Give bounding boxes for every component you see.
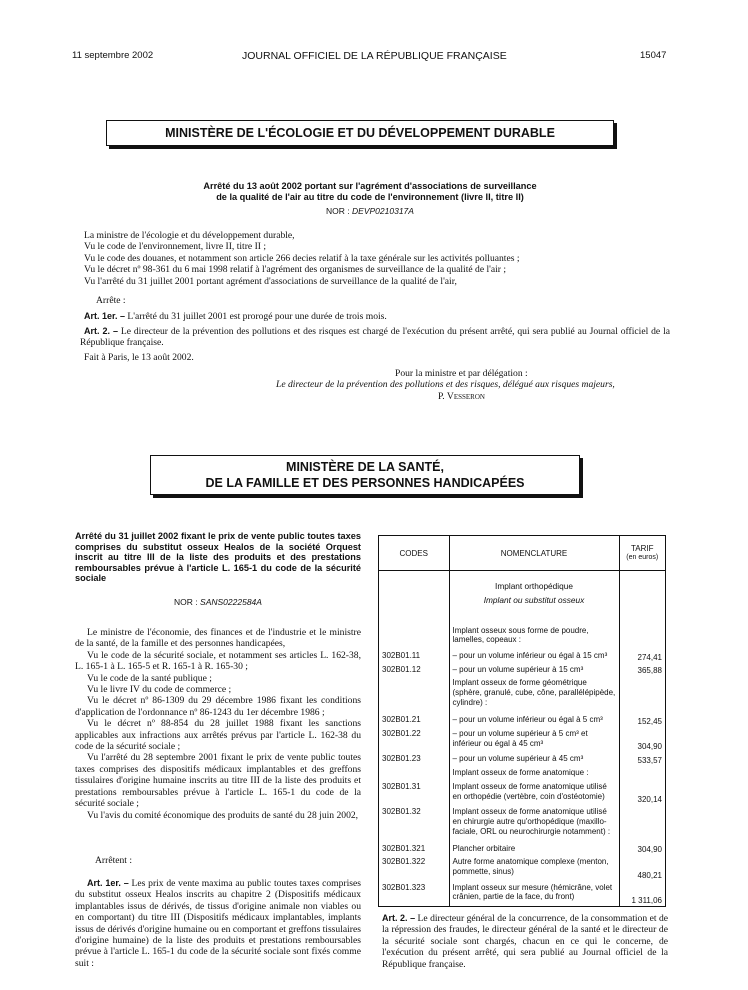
tariff-table (379, 536, 665, 906)
ministry-line1: MINISTÈRE DE LA SANTÉ, (286, 460, 444, 474)
visa-paragraph: Vu le code de la santé publique ; (87, 672, 212, 684)
row-nomenclature (449, 676, 619, 713)
visa-paragraph: Vu le code de la sécurité sociale, et notamment ses articles L. 162-38, L. 165-1 à L. 165-5 et R. 165-1 à R. 165-30 ; (75, 649, 361, 673)
table-row (379, 624, 665, 649)
table-row (379, 842, 665, 856)
arrete-title (80, 181, 660, 203)
ministry-title-sante (150, 455, 580, 495)
table-row (379, 855, 665, 880)
article-2-text: Le directeur de la prévention des pollutions et des risques est chargé de l'exécution du présent arrêté, qui sera publié au Journal officiel de la République française. (80, 326, 670, 349)
ministry-line2: DE LA FAMILLE ET DES PERSONNES HANDICAPÉES (205, 476, 525, 490)
arretent-label: Arrêtent : (95, 855, 133, 866)
row-nomenclature (449, 649, 619, 663)
article-2-2-text: Le directeur général de la concurrence, de la consommation et de la répression des fraudes, le directeur général de la santé et le directeur de la sécurité sociale sont chargés, chacun en ce qui le concerne, de l'exécution du présent arrêté, qui sera publié au Journal officiel de la République française. (382, 913, 669, 970)
row-nomenclature (449, 752, 619, 766)
article-2-1 (75, 878, 361, 969)
header-page: 15047 (640, 50, 667, 61)
article-1-label: Art. 1er. – (84, 311, 126, 321)
row-text: Implant osseux de forme anatomique utilisé en chirurgie autre qu'orthopédique (maxillo-faciale, ORL ou neurochirurgie notamment) : (452, 806, 611, 836)
row-nomenclature (449, 881, 619, 906)
row-text: – pour un volume supérieur à 15 cm³ (452, 664, 584, 674)
ministry-title-ecologie: MINISTÈRE DE L'ÉCOLOGIE ET DU DÉVELOPPEMENT DURABLE (106, 120, 614, 146)
col-header-tarif (619, 536, 665, 571)
row-price: 533,57 (619, 752, 665, 766)
table-row (379, 805, 665, 842)
fait-a-paris: Fait à Paris, le 13 août 2002. (84, 352, 194, 363)
row-price (619, 805, 665, 842)
header-journal: JOURNAL OFFICIEL DE LA RÉPUBLIQUE FRANÇAISE (242, 50, 507, 62)
tarif-label: TARIF (630, 544, 654, 553)
article-2-1-label: Art. 1er. – (87, 878, 129, 888)
row-code: 302B01.322 (379, 855, 449, 880)
row-code: 302B01.11 (379, 649, 449, 663)
table-row (379, 676, 665, 713)
row-text: Autre forme anatomique complexe (menton, pommette, sinus) (452, 857, 609, 877)
row-code: 302B01.323 (379, 881, 449, 906)
article-1 (80, 311, 670, 322)
table-row (379, 663, 665, 677)
visa-line: Vu l'arrêté du 31 juillet 2001 portant agrément d'associations de surveillance de la qualité de l'air, (84, 275, 457, 287)
row-price: 274,41 (619, 649, 665, 663)
row-code: 302B01.321 (379, 842, 449, 856)
nor-code: DEVP0210317A (352, 206, 414, 216)
table-row (379, 881, 665, 906)
table-row (379, 752, 665, 766)
row-code (379, 766, 449, 780)
row-text: – pour un volume supérieur à 5 cm³ et inférieur ou égal à 45 cm³ (452, 728, 588, 748)
row-text: Plancher orbitaire (452, 843, 516, 853)
row-price: 320,14 (619, 780, 665, 805)
row-text: – pour un volume inférieur ou égal à 15 cm³ (452, 650, 608, 660)
row-nomenclature (449, 766, 619, 780)
table-row (379, 780, 665, 805)
arrete-title-line1: Arrêté du 13 août 2002 portant sur l'agrément d'associations de surveillance (203, 181, 537, 191)
table-heading (449, 571, 619, 624)
nor-line (80, 206, 660, 216)
row-code: 302B01.32 (379, 805, 449, 842)
row-code: 302B01.21 (379, 713, 449, 727)
table-heading-2: Implant ou substitut osseux (483, 595, 585, 605)
visa-line: La ministre de l'écologie et du développement durable, (84, 230, 295, 241)
row-price (619, 676, 665, 713)
article-2-label: Art. 2. – (84, 326, 118, 336)
row-text: – pour un volume supérieur à 45 cm³ (452, 754, 584, 764)
article-2 (80, 326, 670, 349)
row-code: 302B01.22 (379, 727, 449, 752)
nor-code: SANS0222584A (200, 597, 262, 607)
row-price: 480,21 (619, 855, 665, 880)
visa-line: Vu le code des douanes, et notamment son article 266 decies relatif à la taxe générale sur les activités polluantes ; (84, 252, 520, 264)
nor-label: NOR : (174, 597, 201, 607)
table-row (379, 727, 665, 752)
arrete-title-line2: de la qualité de l'air au titre du code de l'environnement (livre II, titre II) (216, 192, 524, 202)
row-text: – pour un volume inférieur ou égal à 5 cm³ (452, 715, 603, 725)
row-nomenclature (449, 624, 619, 649)
row-nomenclature (449, 805, 619, 842)
visa-line: Vu le décret nº 98-361 du 6 mai 1998 relatif à l'agrément des organismes de surveillance de la qualité de l'air ; (84, 264, 507, 276)
row-price: 304,90 (619, 727, 665, 752)
visa-paragraph: Vu le décret nº 86-1309 du 29 décembre 1986 fixant les conditions d'application de l'ordonnance nº 86-1243 du 1er décembre 1986 ; (75, 695, 361, 718)
visa-paragraph: Vu l'avis du comité économique des produits de santé du 28 juin 2002, (87, 809, 359, 821)
header-date: 11 septembre 2002 (72, 50, 154, 61)
row-code: 302B01.12 (379, 663, 449, 677)
row-price (619, 766, 665, 780)
arrete-2-title: Arrêté du 31 juillet 2002 fixant le prix de vente public toutes taxes comprises du substitut osseux Healos de la société Orquest inscrit au titre III de la liste des produits et des prestations remboursables prévue à l'article L. 165-1 du code de la sécurité sociale (75, 531, 361, 584)
row-price: 365,88 (619, 663, 665, 677)
row-price (619, 624, 665, 649)
visa-line: Vu le code de l'environnement, livre II, titre II ; (84, 241, 267, 253)
table-heading-1: Implant orthopédique (495, 581, 573, 591)
table-row (379, 713, 665, 727)
visa-paragraph: Le ministre de l'économie, des finances et de l'industrie et le ministre de la santé, de la famille et des personnes handicapées, (75, 627, 361, 650)
row-nomenclature (449, 780, 619, 805)
signature-line2: Le directeur de la prévention des pollutions et des risques, délégué aux risques majeurs, (276, 379, 615, 390)
visas-block-2 (75, 627, 361, 821)
col-header-nomenclature: NOMENCLATURE (449, 536, 619, 571)
signature-name: P. Vesseron (438, 391, 485, 402)
nor-line-2 (75, 597, 361, 607)
visa-paragraph: Vu l'arrêté du 28 septembre 2001 fixant le prix de vente public toutes taxes comprises des dispositifs médicaux implantables et des greffons tissulaires d'origine humaine inscrits au titre III de la liste des produits et prestations remboursables prévue à l'article L. 165-1 du code de la sécurité sociale ; (75, 752, 361, 810)
table-row (379, 766, 665, 780)
row-text: Implant osseux sur mesure (hémicrâne, volet crânien, partie de la face, du front) (452, 882, 613, 902)
row-code (379, 676, 449, 713)
tarif-unit: (en euros) (626, 554, 659, 561)
row-price: 152,45 (619, 713, 665, 727)
row-nomenclature (449, 663, 619, 677)
row-text: Implant osseux de forme géométrique (sphère, granulé, cube, cône, parallélépipède, cylindre) : (452, 678, 616, 708)
signature-line1: Pour la ministre et par délégation : (395, 368, 528, 379)
article-2-1-text: Les prix de vente maxima au public toutes taxes comprises du substitut osseux Healos inscrits au chapitre 2 (Dispositifs médicaux implantables issus de dérivés, de tissus d'origine animale non viables ou en comportant) du titre III (Dispositifs médicaux implantables, implants issus de dérivés d'origine humaine ou en comportant et greffons tissulaires d'origine humaine) de la liste des produits et prestations remboursables prévue à l'article L. 165-1 du code de la sécurité sociale sont fixés comme suit : (75, 878, 361, 969)
tariff-table-frame (378, 535, 666, 907)
row-price: 1 311,06 (619, 881, 665, 906)
visa-paragraph: Vu le livre IV du code de commerce ; (87, 684, 232, 696)
row-nomenclature (449, 713, 619, 727)
row-nomenclature (449, 842, 619, 856)
row-text: Implant osseux de forme anatomique utilisé en orthopédie (vertèbre, coin d'ostéotomie) (452, 781, 607, 801)
row-nomenclature (449, 727, 619, 752)
row-text: Implant osseux sous forme de poudre, lamelles, copeaux : (452, 625, 589, 645)
visa-paragraph: Vu le décret nº 88-854 du 28 juillet 1988 fixant les sanctions applicables aux infractions aux arrêtés prévus par l'article L. 162-38 du code de la sécurité sociale ; (75, 718, 361, 753)
visas-block (80, 230, 670, 287)
row-code (379, 624, 449, 649)
row-code: 302B01.31 (379, 780, 449, 805)
article-1-text: L'arrêté du 31 juillet 2001 est prorogé pour une durée de trois mois. (125, 311, 387, 322)
row-price: 304,90 (619, 842, 665, 856)
arrete-label: Arrête : (96, 295, 126, 306)
article-2-2-label: Art. 2. – (382, 913, 416, 923)
row-nomenclature (449, 855, 619, 880)
table-row (379, 649, 665, 663)
article-2-2 (382, 913, 668, 970)
col-header-codes: CODES (379, 536, 449, 571)
row-text: Implant osseux de forme anatomique : (452, 767, 589, 777)
row-code: 302B01.23 (379, 752, 449, 766)
nor-label: NOR : (326, 206, 353, 216)
